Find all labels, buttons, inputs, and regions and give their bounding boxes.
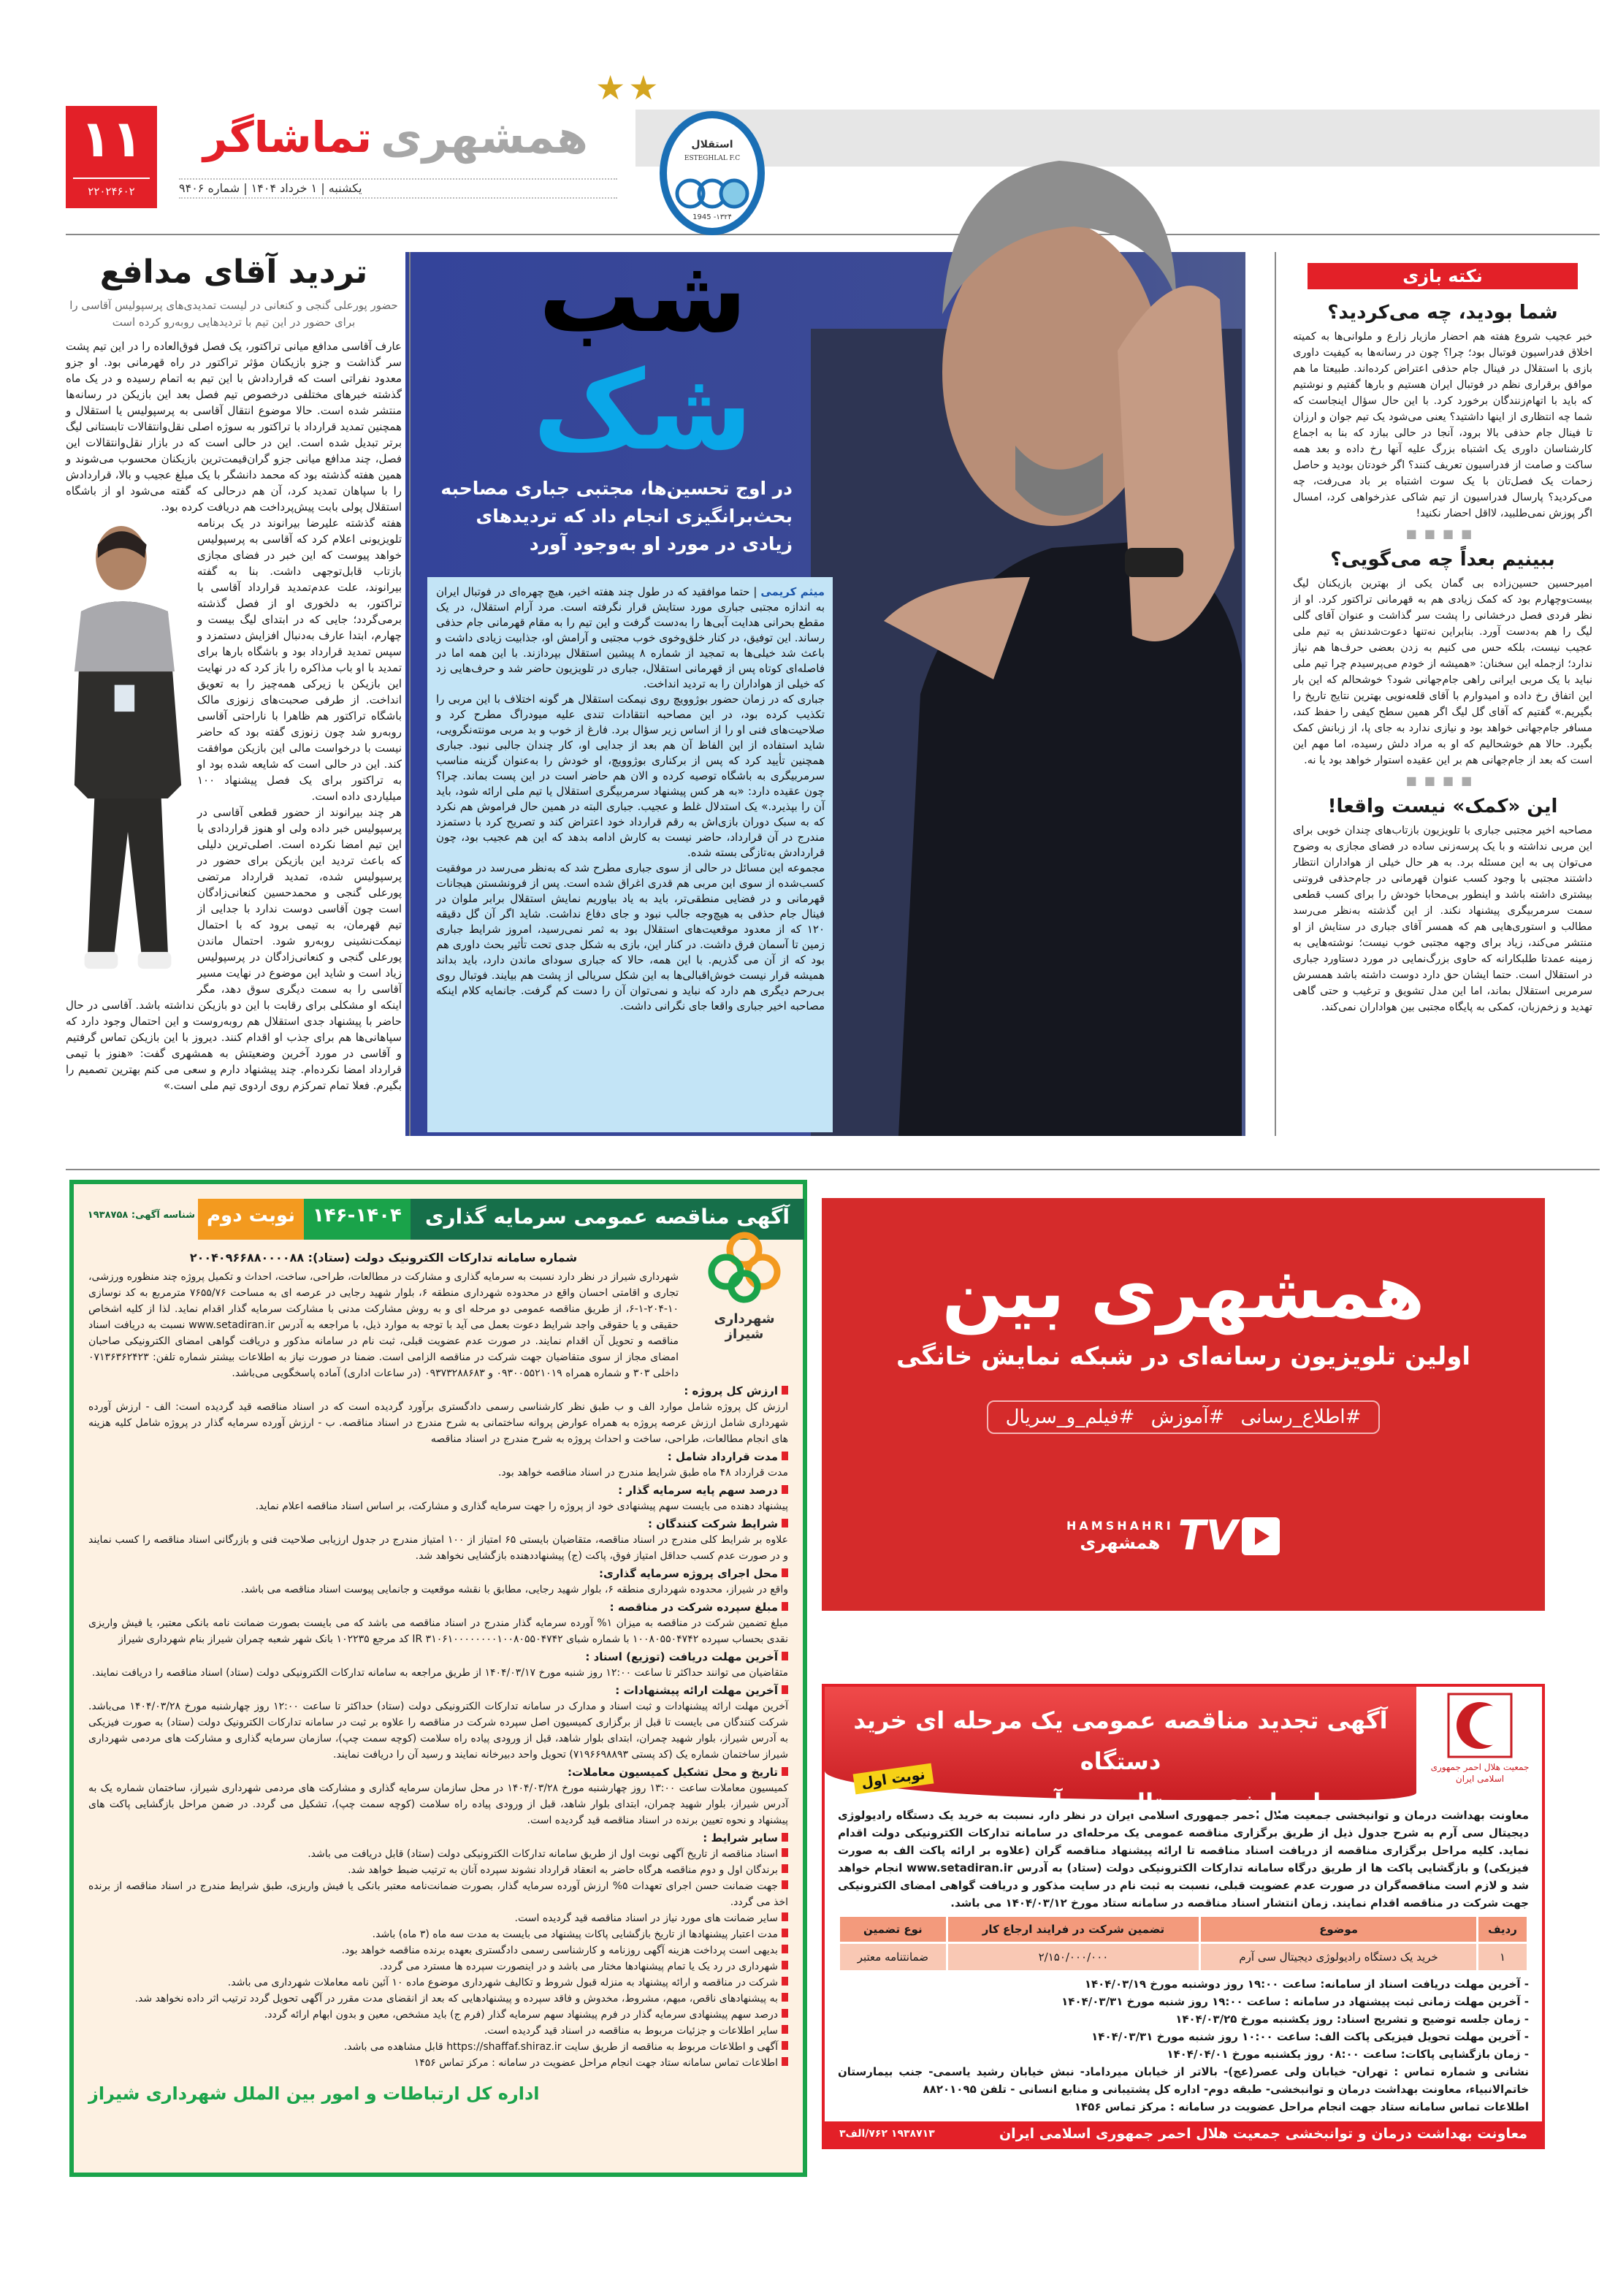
section-text: واقع در شیراز، محدوده شهرداری منطقه ۶، بلوار شهید رجایی، مطابق با نقشه موقعیت و جانمایی پیوست اسناد مناقصه می باشد. xyxy=(240,1584,788,1595)
paragraph: هفته گذشته علیرضا بیرانوند در یک برنامه تلویزیونی اعلام کرد که آقاسی به پرسپولیس خواهد پیوست که این خبر در فضای مجازی بازتاب قابل‌توجهی داشت. بنا به گفته بیرانوند، علت عدم‌تمدید قرارداد آقاسی با تراکتور، به دلخوری او از فصل گذشته برمی‌گردد؛ جایی که در ابتدای لیگ بیست و چهارم، ابتدا عارف به‌دنبال افزایش دستمزد و سپس تمدید قرارداد بود و باشگاه بارها برای تمدید با او باب مذاکره را باز کرد که در نهایت این بازیکن با زیرکی همه‌چیز را به تعویق انداخت. از طرفی صحبت‌های زنوزی مالک باشگاه تراکتور هم ظاهرا با ناراحتی آقاسی روبه‌رو شد چون زنوزی گفته بود که حاضر نیست با درخواست مالی این بازیکن موافقت کند. این در حالی است که شایعه شده بود او به تراکتور برای یک فصل پیشنهاد ۱۰۰ میلیاردی داده است. xyxy=(197,516,402,803)
left-article xyxy=(66,252,402,1137)
paragraph: حتما موافقید که در طول چند هفته اخیر، هیچ چهره‌ای در فوتبال ایران به اندازه مجتبی جباری مورد ستایش قرار نگرفته است. مرد آرام استقلال، در یک مقطع بحرانی هدایت آبی‌ها را به‌دست گرفت و این تیم را به مقام قهرمانی جام حذفی رساند. این توفیق، در کنار خلق‌وخوی خوب مجتبی و آرامش او، جذابیت زیادی داشت و باعث شد خیلی‌ها به تمجید از شماره ۸ پیشین استقلال بپردازند. با این همه اما در فاصله‌ای کوتاه پس از قهرمانی استقلال، جباری در تلویزیون حاضر شد و حرف‌هایی زد که خیلی از هواداران را به تردید انداخت. xyxy=(436,585,825,690)
dateline: یکشنبه | ۱ خرداد ۱۴۰۴ | شماره ۹۴۰۶ xyxy=(179,178,617,199)
page-number: ۱۱ xyxy=(80,109,143,169)
logo-fa: همشهری xyxy=(1080,1533,1161,1553)
condition-item: بدیهی است پرداخت هزینه آگهی روزنامه و کارشناسی رسمی دادگستری بعهده برنده مناقصه خواهد بود. xyxy=(88,1942,788,1959)
condition-item: جهت ضمانت حسن اجرای تعهدات ۵% ارزش آورده سرمایه گذار، بصورت ضمانت‌نامه معتبر بانکی یا فیش واریزی، طبق شرایط مندرج در اسناد مناقصه از برنده اخذ می گردد. xyxy=(88,1878,788,1910)
ad-footer xyxy=(825,2121,1542,2146)
logo-part-hamshahri: همشهری xyxy=(381,110,588,164)
section-heading: شرایط شرکت کنندگان : xyxy=(88,1516,788,1532)
newspaper-logo xyxy=(179,102,588,172)
red-crescent-logo xyxy=(1421,1693,1538,1785)
column-header: تضمین شرکت در فرایند ارجاع کار xyxy=(948,1917,1199,1942)
red-crescent-tender-ad xyxy=(822,1684,1545,2149)
table-cell: ضمانتنامه معتبر xyxy=(840,1944,946,1970)
section-text: متقاضیان می توانند حداکثر تا ساعت ۱۲:۰۰ روز شنبه مورخ ۱۴۰۴/۰۳/۱۷ از طریق مراجعه به سامانه تدارکات الکترونیکی دولت (ستاد) اسناد مناقصه را دریافت نمایند. xyxy=(91,1667,788,1679)
logo-text: شهرداری شیراز xyxy=(714,1311,775,1342)
logo-text: جمعیت هلال احمر جمهوری اسلامی ایران xyxy=(1430,1762,1530,1784)
left-article-subhead: حضور پورعلی گنجی و کنعانی در لیست تمدیدی‌های پرسپولیس آقاسی را برای حضور در این تیم با تردیدهایی روبه‌رو کرده است xyxy=(69,299,398,329)
column-header: ردیف xyxy=(1478,1917,1527,1942)
column-headline: ببینیم بعداً چه می‌گویی؟ xyxy=(1330,549,1555,571)
section-text: مبلغ تضمین شرکت در مناقصه به میزان ۱% آورده سرمایه گذار مندرج در اسناد مناقصه می باشد که می بایست بصورت ضمانت نامه بانکی معتبر، یا فیش واریزی نقدی بحساب سپرده ۱۰۰۸۰۵۵۰۴۷۴۲ با شماره شبای IR ۳۱۰۶۱۰۰۰۰۰۰۰۰۱۰۰۸۰۵۵۰۴۷۴۲ کد مرجع ۱۰۲۲۳۵ بانک شهر شعبه چمران شیراز بنام شهرداری شیراز xyxy=(88,1617,788,1645)
section-text: کمیسیون معاملات ساعت ۱۳:۰۰ روز چهارشنبه مورخ ۱۴۰۴/۰۳/۲۸ در محل سازمان سرمایه گذاری و مشارکت های مردمی شهرداری شیراز، ساختمان شماره یک به آدرس شیراز، بلوار شهید چمران، ابتدای بلوار شاهد، قبل از ورودی پیاده راه سلامت (کوچه سمت چپ)، تشکیل می گردد. در ضمن مراحل بازگشایی پاکت های پیشنهاد و نحوه تعیین برنده در اسناد مناقصه قید گردیده است. xyxy=(88,1782,788,1826)
ad-top xyxy=(825,1687,1542,1816)
table-cell: ۱ xyxy=(1478,1944,1527,1970)
deadline: - آخرین مهلت زمانی ثبت پیشنهاد در سامانه : ساعت ۱۹:۰۰ روز شنبه مورخ ۱۴۰۴/۰۳/۳۱ xyxy=(1061,1995,1529,2008)
logo-tv: TV xyxy=(1177,1512,1238,1560)
section-tag: نکته بازی xyxy=(1308,263,1578,289)
article-deck: در اوج تحسین‌ها، مجتبی جباری مصاحبه بحث‌برانگیزی انجام داد که تردیدهای زیادی در مورد او به‌وجود آورد xyxy=(440,478,793,554)
section-text: مدت قرارداد ۴۸ ماه طبق شرایط مندرج در اسناد مناقصه خواهد بود. xyxy=(498,1467,788,1479)
section-text: آخرین مهلت ارائه پیشنهادات و ثبت اسناد و مدارک در سامانه تدارکات الکترونیکی دولت (ستاد) حداکثر تا ساعت ۱۲:۰۰ روز چهارشنبه مورخ ۱۴۰۴/۰۳/۲۸ می‌باشد. شرکت کنندگان می بایست تا قبل از برگزاری کمیسیون اصل سپرده شرکت در مناقصه را علاوه بر ثبت در سامانه تدارکات الکترونیک دولت (ستاد) به صورت فیزیکی به آدرس شیراز، بلوار شهید چمران، ابتدای بلوار شاهد، قبل از ورودی پیاده راه سلامت (کوچه سمت چپ)، سازمان سرمایه گذاری و مشارکت های مردمی شهرداری شیراز ساختمان شماره یک (کد پستی ۷۱۹۶۶۹۸۸۹۳) تحویل واحد دبیرخانه نمایند و رسید آن را دریافت نمایند. xyxy=(88,1701,788,1761)
section-heading: ارزش کل پروژه : xyxy=(88,1383,788,1399)
ad-body xyxy=(825,1802,1542,2121)
condition-item: اسناد مناقصه از تاریخ آگهی نوبت اول از طریق سامانه تدارکات الکترونیکی دولت (ستاد) قابل دریافت می باشد. xyxy=(88,1846,788,1862)
tv-ad-hashtags: #اطلاع_رسانی #آموزش #فیلم_و_سریال xyxy=(987,1400,1381,1434)
ad-turn-badge: نوبت اول xyxy=(853,1763,934,1795)
deadline: - زمان جلسه توضیح و تشریح اسناد: روز یکشنبه مورخ ۱۴۰۴/۰۳/۲۵ xyxy=(1175,2013,1529,2026)
crest-name-fa: استقلال xyxy=(691,139,733,150)
paragraph: هر چند بیرانوند از حضور قطعی آقاسی در پرسپولیس خبر داده ولی او هنوز قراردادی با این تیم امضا نکرده است. اصلی‌ترین دلیلی که باعث تردید این بازیکن برای حضور در پرسپولیس شده، تمدید قرارداد مرتضی پورعلی گنجی و محمدحسین کنعانی‌زادگان است چون آقاسی دوست ندارد با جدایی از تیم قهرمان، به تیمی برود که با احتمال نیمکت‌نشینی روبه‌رو شود. احتمال ماندن پورعلی گنجی و کنعانی‌زادگان در پرسپولیس زیاد است و شاید این موضوع در نهایت مسیر آقاسی را به سمت دیگری سوق دهد، مگر اینکه او مشکلی برای رقابت با این دو بازیکن نداشته باشد. آقاسی در حال حاضر با پیشنهاد جدی استقلال هم روبه‌روست و این احتمال وجود دارد که سپاهانی‌ها هم برای جذب او اقدام کنند. دیروز با این بازیکن تماس گرفتیم و آقاسی در مورد آخرین وضعیتش به همشهری گفت: «هنوز با تیمی قرارداد امضا نکرده‌ام. چند پیشنهاد دارم و سعی می کنم بهترین تصمیم را بگیرم. فعلا تمام تمرکزم روی اردوی تیم ملی است.» xyxy=(66,806,402,1092)
paragraph: مجموعه این مسائل در حالی از سوی جباری مطرح شد که به‌نظر می‌رسد در موفقیت کسب‌شده از سوی این مربی هم قدری اغراق شده است. پس از فرونشستن هیجانات قهرمانی و در فضایی منطقی‌تر، باید به یاد بیاوریم نمایش استقلال برابر ملوان در فینال جام حذفی به هیچ‌وجه جالب نبود و جای دفاع نداشت. شاید اگر آن گل دقیقه ۱۲۰ که از معدود موقعیت‌های استقلال بود به ثمر نمی‌رسید، امروز شرایط جباری زمین تا آسمان فرق داشت. در کنار این، بازی به شکل جدی تحت تأثیر بحث داوری هم بود که از آن می گذریم. با این همه، حالا که جباری سودای ماندن دارد، باید بداند همیشه قرار نیست خوش‌اقبالی‌ها به این شکل سریالی از پشت هم بیایند. فوتبال روی بی‌رحم دیگری هم دارد که نباید و نمی‌توان آن را دست کم گرفت. جانمایه کلام اینکه مصاحبه اخیر جباری واقعا جای نگرانی داشت. xyxy=(436,861,825,1012)
ad-title: آگهی مناقصه عمومی سرمایه گذاری xyxy=(411,1199,804,1240)
column-header: موضوع xyxy=(1201,1917,1476,1942)
ad-body xyxy=(88,1250,788,2106)
page-number-box xyxy=(66,106,157,208)
table-row xyxy=(840,1944,1527,1970)
condition-item: شهرداری در رد یک یا تمام پیشنهادها مختار می باشد و در اینصورت سپرده ها مسترد می گردد. xyxy=(88,1959,788,1975)
ad-title-line1: آگهی تجدید مناقصه عمومی یک مرحله ای خرید دستگاه xyxy=(853,1706,1388,1775)
logo-en: HAMSHAHRI xyxy=(1066,1519,1174,1533)
tender-table xyxy=(838,1915,1529,1972)
setad-contact: اطلاعات تماس سامانه ستاد جهت انجام مراحل عضویت در سامانه : مرکز تماس ۱۴۵۶ xyxy=(1074,2100,1529,2113)
condition-item: شرکت در مناقصه و ارائه پیشنهاد به منزله قبول شروط و تکالیف شهرداری موضوع ماده ۱۰ آئین نامه معاملات شهرداری می باشد. xyxy=(88,1975,788,1991)
star-icon: ★★ xyxy=(595,68,662,107)
deadline: - آخرین مهلت دریافت اسناد از سامانه: ساعت ۱۹:۰۰ روز دوشنبه مورخ ۱۴۰۴/۰۳/۱۹ xyxy=(1084,1977,1529,1991)
contact-address: نشانی و شماره تماس : تهران- خیابان ولی عصر(عج)- بالاتر از خیابان میرداماد- نبش خیابان رشید یاسمی- جنب بیمارستان خاتم‌الانبیاء، معاونت بهداشت درمان و توانبخشی- طبقه دوم- اداره کل پشتیبانی و منابع انسانی - تلفن ۸۸۲۰۱۰۹۵ xyxy=(838,2065,1529,2096)
deadline: - زمان بازگشایی پاکات: ساعت ۰۸:۰۰ روز یکشنبه مورخ ۱۴۰۴/۰۴/۰۱ xyxy=(1167,2048,1529,2061)
phone-number: ۲۲۰۲۴۶۰۲ xyxy=(73,178,150,198)
condition-item: برندگان اول و دوم مناقصه هرگاه حاضر به انعقاد قرارداد نشوند سپرده آنان به ترتیب ضبط خواهد شد. xyxy=(88,1862,788,1878)
right-column xyxy=(1293,263,1592,1015)
crest-year: 1945 -۱۳۲۴ xyxy=(692,213,732,221)
ad-id: شناسه آگهی: ۱۹۳۸۷۵۸ xyxy=(87,1210,195,1221)
section-text: علاوه بر شرایط کلی مندرج در اسناد مناقصه، متقاضیان بایستی ۶۵ امتیاز از ۱۰۰ امتیاز مندرج در جدول ارزیابی صلاحیت فنی و بازرگانی اسناد مناقصه را کسب نمایند و در صورت عدم کسب حداقل امتیاز فوق، پاکت (ج) پیشنهاددهنده بازگشایی نخواهد شد. xyxy=(88,1534,789,1562)
column-body: امیرحسین حسین‌زاده بی گمان یکی از بهترین بازیکنان لیگ بیست‌وچهارم بود که کمک زیادی هم به قهرمانی تراکتور کرد. او از نظر فردی فصل درخشانی را پشت سر گذاشت و عنوان آقای گلی لیگ را هم به‌دست آورد. بنابراین نه‌تنها دعوت‌شدنش به تیم ملی عجیب نیست، بلکه حس می کنیم به زدن بعضی حرف‌ها هم نیاز ندارد؛ ازجمله این سخنان: «همیشه از خودم می‌پرسیدم چرا تیم ملی نباید با یک مربی ایرانی راهی جام‌جهانی شود؟ خوشحالم که این بار این اتفاق رخ داده و امیدوارم با آقای قلعه‌نویی بهترین نتایج تاریخ را بگیریم.» گفتیم که آقای گل لیگ اگر همین سطح کیفی را حفظ کند، مسافر جام‌جهانی خواهد بود و نیازی ندارد به جای پا، از زبانش کمک بگیرد. حالا هم خوشحالیم که او به مراد دلش رسیده، اما مهم این است که بعد از جام‌جهانی هم بر این عقیده استوار خواهد بود یا نه. xyxy=(1293,578,1592,766)
ad-turn: نوبت دوم xyxy=(198,1199,304,1240)
condition-item: اطلاعات تماس سامانه ستاد جهت انجام مراحل عضویت در سامانه : مرکز تماس ۱۴۵۶ xyxy=(88,2055,788,2071)
table-cell: ۲/۱۵۰/۰۰۰/۰۰۰ xyxy=(948,1944,1199,1970)
condition-item: مدت اعتبار پیشنهادها از تاریخ بازگشایی پاکات پیشنهاد می بایست به مدت سه ماه (۳ ماه) باشد. xyxy=(88,1926,788,1942)
section-heading: آخرین مهلت دریافت (توزیع) اسناد : xyxy=(88,1649,788,1665)
section-heading: آخرین مهلت ارائه پیشنهادات : xyxy=(88,1682,788,1698)
logo-part-tamashagar: تماشاگر xyxy=(202,112,373,162)
section-text: پیشنهاد دهنده می بایست سهم پیشنهادی خود از پروژه را جهت سرمایه گذاری و مشارکت، بر اساس اسناد مناقصه اعلام نماید. xyxy=(255,1500,788,1512)
ad-intro: معاونت بهداشت درمان و توانبخشی جمعیت هلال احمر جمهوری اسلامی ایران در نظر دارد نسبت به خرید یک دستگاه رادیولوژی دیجیتال سی آرم به شرح جدول ذیل از طریق برگزاری مناقصه عمومی یک مرحله‌ای در سامانه تدارکات الکترونیکی دولت اقدام نماید. کلیه مراحل برگزاری مناقصه از دریافت اسناد مناقصه تا ارائه پیشنهاد مناقصه گران (علاوه بر ارائه پاکت الف به صورت فیزیکی) و بازگشایی پاکت ها از طریق درگاه سامانه تدارکات الکترونیکی دولت (ستاد) به آدرس www.setadiran.ir انجام خواهد شد و لازم است مناقصه‌گران در صورت عدم عضویت قبلی، نسبت به ثبت نام در سایت مذکور و دریافت گواهی امضای الکترونیکی جهت شرکت در مناقصه اقدام نمایند. زمان انتشار اسناد مناقصه در سامانه ستاد مورخ ۱۴۰۴/۰۳/۱۲ می باشد. xyxy=(838,1809,1530,1910)
condition-item: سایر ضمانت های مورد نیاز در اسناد مناقصه قید گردیده است. xyxy=(88,1910,788,1926)
paragraph: عارف آقاسی مدافع میانی تراکتور، یک فصل فوق‌العاده را در این تیم پشت سر گذاشت و جزو بازیکنان مؤثر تراکتور در راه قهرمانی بود. او جزو معدود نفراتی است که قراردادش با این تیم به اتمام رسیده و در یک ماه گذشته خبرهای مختلفی درخصوص تیم فصل بعد این بازیکن در رسانه‌ها منتشر شده است. حالا موضوع انتقال آقاسی به پرسپولیس یا استقلال و همچنین تمدید قرارداد با تراکتور به سوژه اصلی نقل‌وانتقالات تابستانی لیگ برتر تبدیل شده است. این در حالی است که در بازار نقل‌وانتقالات این فصل، چند مدافع میانی جزو گران‌قیمت‌ترین بازیکنان محسوب می‌شوند و همین هفته گذشته بود که محمد دانشگر با یک مبلغ عجیب و بالا، قراردادش را با سپاهان تمدید کرد، آن هم درحالی که گفته می‌شود او از باشگاه استقلال پولی بابت پیش‌پرداخت هم دریافت کرده بود. xyxy=(66,340,402,514)
ad-title-line2: رادیولوژی دیجیتال سی آرم xyxy=(1023,1788,1335,1816)
column-body: مصاحبه اخیر مجتبی جباری با تلویزیون بازتاب‌های چندان خوبی برای این مربی نداشته و با یک پرسه‌زنی ساده در فضای مجازی به وضوح می‌توان پی به این مسئله برد. به هر حال خیلی از هواداران انتظار داشتند مجتبی با وجود کسب عنوان قهرمانی در جام‌حذفی فروتنی بیشتری داشته باشد و اینطور بی‌محابا خودش را برای کسب قطعی سمت سرمربیگری پیشنهاد نکند. از این گذشته به‌نظر می‌رسد مطالب و استوری‌هایی هم که همسر آقای جباری در ستایش از او منتشر می‌کند، زیاد برای وجهه مجتبی خوب نیست؛ نوشته‌هایی به زمینه عمدتا طلبکارانه که حاوی بزرگ‌نمایی در مورد دستاورد جباری در استقلال است. حتما ایشان حق دارد دوست داشته باشد همسرش سرمربی استقلال بماند، اما این مدل تشویق و ترغیب و حتی گاهی تهدید و زخم‌زبان، کمکی به پایگاه مجتبی بین هواداران نمی‌کند. xyxy=(1293,825,1592,1013)
left-article-headline: تردید آقای مدافع xyxy=(99,253,368,291)
flower-logo-icon xyxy=(693,1228,795,1308)
setad-number: شماره سامانه تدارکات الکترونیک دولت (ستاد): ۲۰۰۴۰۹۶۶۸۸۰۰۰۰۸۸ xyxy=(189,1251,578,1265)
divider xyxy=(66,1169,1600,1170)
separator-dots: ■■■■ xyxy=(1405,527,1480,541)
column-body: خبر عجیب شروع هفته هم احضار مازیار زارع و ملوانی‌ها به کمیته اخلاق فدراسیون فوتبال بود؛ چرا؟ چون در رسانه‌ها به کیفیت داوری بازی با استقلال در فینال جام حذفی اعتراض کرده‌اند. طبیعتا ما هم موافق برقراری نظم در فوتبال ایران هستیم و بارها گفتیم و نوشتیم که باید با اتهام‌زنندگان برخورد کرد. با این حال سؤال اینجاست که شما چه انتظاری از اینها داشتید؟ یعنی می‌شود یک تیم جوان و ارزان تا فینال جام حذفی بالا برود، آنجا در حالی ببازد که بنا به اجماع کارشناسان داوری یک اشتباه بزرگ علیه آنها رخ داده و بعد همه ساکت و صامت از فدراسیون تعریف کنند؟ اگر خودتان بودید و حاصل زحمات یک فصل‌تان با یک سوت اشتباه بر باد می‌رفت، چه می‌کردید؟ پارسال فدراسیون از تیم شاکی عذرخواهی کرد، امسال اگر پوزش نمی‌طلبید، لااقل احضار نکنید! xyxy=(1293,331,1592,519)
shiraz-tender-ad xyxy=(69,1180,807,2177)
footer-code: ۱۹۳۸۷۱۳ ۷۶۲/الف۳ xyxy=(839,2128,935,2140)
deadline: - آخرین مهلت تحویل فیزیکی پاکت الف: ساعت ۱۰:۰۰ روز شنبه مورخ ۱۴۰۴/۰۳/۳۱ xyxy=(1091,2030,1529,2043)
player-photo xyxy=(66,518,190,985)
column-headline: این «کمک» نیست واقعا! xyxy=(1327,796,1558,817)
tv-ad-subtitle: اولین تلویزیون رسانه‌ای در شبکه نمایش خانگی xyxy=(896,1342,1471,1371)
headline-word-shak: شک xyxy=(533,348,753,475)
ad-number: ۱۴۶-۱۴۰۴ xyxy=(304,1199,411,1240)
section-heading: تاریخ و محل تشکیل کمیسیون معاملات: xyxy=(88,1764,788,1780)
condition-item: درصد سهم پیشنهادی سرمایه گذار در فرم پیشنهاد سهم سرمایه گذار (فرم ج) باید مشخص، معین و بدون ابهام ارائه گردد. xyxy=(88,2007,788,2023)
tv-ad-title: همشهری بین xyxy=(942,1249,1425,1335)
condition-item: آگهی و اطلاعات مربوط به مناقصه از طریق سایت https://shaffaf.shiraz.ir قابل مشاهده می باشد. xyxy=(88,2039,788,2055)
section-heading: محل اجرای پروژه سرمایه گذاری: xyxy=(88,1565,788,1582)
ad-conditions xyxy=(88,1846,788,2071)
section-text: ارزش کل پروژه شامل موارد الف و ب طبق نظر کارشناسی رسمی دادگستری برآورد گردیده است که در اسناد مناقصه قید گردیده است: الف - ارزش آورده شهرداری شامل ارزش عرصه پروژه به همراه عوارض پروانه ساختمانی به شرح مندرج در اسناد مناقصه. ب - ارزش آورده سرمایه گذار در پروژه شامل کلیه هزینه های انجام مطالعات، طراحی، ساخت و احداث پروژه به شرح مندرج در اسناد مناقصه xyxy=(88,1401,788,1445)
ad-signature: اداره کل ارتباطات و امور بین الملل شهرداری شیراز xyxy=(88,2083,540,2104)
condition-item: سایر اطلاعات و جزئیات مربوط به مناقصه در اسناد قید گردیده است. xyxy=(88,2023,788,2039)
ad-sections xyxy=(88,1383,788,1846)
esteghlal-crest xyxy=(657,110,767,237)
section-heading: مدت قرارداد شامل : xyxy=(88,1449,788,1465)
paragraph: جباری که در زمان حضور بوژوویچ روی نیمکت استقلال هر گونه اختلاف با این مربی را تکذیب کرده بود، در این مصاحبه انتقادات تندی علیه میودراگ مطرح کرد و صلاحیت‌های فنی او را از اساس زیر سؤال برد. فارغ از خوب و بد مربی مونته‌نگرویی، شاید استفاده از این الفاظ آن هم بعد از جدایی او، کار چندان جالبی نبود. جباری همچنین تأیید کرد که پس از برکناری بوژوویچ، او خودش را به‌عنوان گزینه مناسب سرمربیگری به باشگاه توصیه کرده و الان هم حاضر است در این پست بماند. چرا؟ چون عقیده دارد: «به هر کس پیشنهاد سرمربیگری استقلال یا تیم ملی ارائه شود، باید آن را بپذیرد.» یک استدلال غلط و عجیب. جباری البته در همین حال فراموش هم نکرد که به سبک دوران بازی‌اش به رقم قرارداد خود اعتراض کند و تصریح کرد با دستمزد مندرج در آن قرارداد، حاضر نیست به کارش ادامه بدهد که این هم عجیب بود، چون قراردادش به‌تازگی بسته شده. xyxy=(436,693,825,859)
column-divider xyxy=(409,252,411,1136)
crest-name-en: ESTEGHLAL F.C xyxy=(684,155,741,162)
section-heading: درصد سهم پایه سرمایه گذار : xyxy=(88,1482,788,1498)
section-heading: سایر شرایط : xyxy=(88,1830,788,1846)
headline-word-shab: شب xyxy=(538,237,747,356)
column-headline: شما بودید، چه می‌کردید؟ xyxy=(1327,302,1558,324)
hamshahri-tv-logo xyxy=(1066,1512,1280,1560)
condition-item: به پیشنهادهای ناقص، مبهم، مشروط، مخدوش و فاقد سپرده و پیشنهادهایی که بعد از انقضای مدت مقرر در آگهی تحویل گردد ترتیب اثر داده نخواهد شد. xyxy=(88,1991,788,2007)
separator-dots: ■■■■ xyxy=(1405,774,1480,787)
section-heading: مبلغ سپرده شرکت در مناقصه : xyxy=(88,1599,788,1615)
hamshahri-tv-ad xyxy=(822,1198,1545,1611)
crescent-icon xyxy=(1447,1693,1513,1758)
byline: میثم کریمی xyxy=(760,585,825,598)
main-article-body: میثم کریمی | حتما موافقید که در طول چند هفته اخیر، هیچ چهره‌ای در فوتبال ایران به اندازه مجتبی جباری مورد ستایش قرار نگرفته است. مرد آرام استقلال، در یک مقطع بحرانی هدایت آبی‌ها را به‌دست گرفت و این تیم را به مقام قهرمانی جام حذفی رساند. این توفیق، در کنار خلق‌وخوی خوب مجتبی و آرامش او، جذابیت زیادی داشت و باعث شد خیلی‌ها به تمجید از شماره ۸ پیشین استقلال بپردازند. با این همه اما در فاصله‌ای کوتاه پس از قهرمانی استقلال، جباری در تلویزیون حاضر شد و حرف‌هایی زد که خیلی از هواداران را به تردید انداخت. جباری که در زمان حضور بوژوویچ روی نیمکت استقلال هر گونه اختلاف با این مربی را تکذیب کرده بود، در این مصاحبه انتقادات تندی علیه میودراگ مطرح کرد و صلاحیت‌های فنی او را از اساس زیر سؤال برد. فارغ از خوب و بد مربی مونته‌نگرویی، شاید استفاده از این الفاظ آن هم بعد از جدایی او، کار چندان جالبی نبود. جباری همچنین تأیید کرد که پس از برکناری بوژوویچ، او خودش را به‌عنوان گزینه مناسب سرمربیگری به باشگاه توصیه کرده و الان هم حاضر است در این پست بماند. چرا؟ چون عقیده دارد: «به هر کس پیشنهاد سرمربیگری استقلال یا تیم ملی ارائه شود، باید آن را بپذیرد.» یک استدلال غلط و عجیب. جباری البته در همین حال فراموش هم نکرد که به سبک دوران بازی‌اش به رقم قرارداد خود اعتراض کند و تصریح کرد با دستمزد مندرج در آن قرارداد، حاضر نیست به کارش ادامه بدهد که این هم عجیب بود، چون قراردادش به‌تازگی بسته شده. مجموعه این مسائل در حالی از سوی جباری مطرح شد که به‌نظر می‌رسد در موفقیت کسب‌شده از سوی این مربی هم قدری اغراق شده است. پس از فرونشستن هیجانات قهرمانی و در فضایی منطقی‌تر، باید به یاد بیاوریم نمایش استقلال برابر ملوان در فینال جام حذفی به هیچ‌وجه جالب نبود و جای دفاع نداشت. شاید اگر آن گل دقیقه ۱۲۰ که از معدود موقعیت‌های استقلال بود به ثمر نمی‌رسید، امروز شرایط جباری زمین تا آسمان فرق داشت. در کنار این، بازی به شکل جدی تحت تأثیر بحث داوری هم بود که از آن می گذریم. با این همه، حالا که جباری سودای ماندن دارد، باید بداند همیشه قرار نیست خوش‌اقبالی‌ها به این شکل سریالی از پشت هم بیایند. فوتبال روی بی‌رحم دیگری هم دارد که نباید و نمی‌توان آن را دست کم گرفت. جانمایه کلام اینکه مصاحبه اخیر جباری واقعا جای نگرانی داشت. xyxy=(436,585,825,1012)
column-header: نوع تضمین xyxy=(840,1917,946,1942)
table-cell: خرید یک دستگاه رادیولوژی دیجیتال سی آرم xyxy=(1201,1944,1476,1970)
ad-intro: شهرداری شیراز در نظر دارد نسبت به سرمایه گذاری و مشارکت در مطالعات، طراحی، ساخت، احداث و تکمیل پروژه چند منظوره ورزشی، تجاری و اقامتی احسان واقع در محدوده شهرداری منطقه ۶، بلوار شهید رجایی در عرصه ای به مساحت ۷۶۵۵/۷۶ مترمربع به کد نوسازی ۱۰-۲۰۴-۱-۶، از طریق مناقصه عمومی دو مرحله ای و به روش مشارکت مدنی با مشارکت سرمایه گذار اقدام نماید. لذا از کلیه اشخاص حقیقی و یا حقوقی واجد شرایط دعوت بعمل می آید با توجه به موارد ذیل، با مراجعه به آدرس www.setadiran.ir نسبت به دریافت اسناد مناقصه و تحویل آن اقدام نمایند. در صورت عدم عضویت قبلی، ثبت نام در سامانه مذکور و دریافت گواهی امضای الکترونیکی صاحبان امضای مجاز از سوی متقاضیان جهت شرکت در مناقصه الزامی است. ضمنا در صورت نیاز به اطلاعات بیشتر شماره تلفن: ۰۷۱۳۶۳۶۲۴۲۳ داخلی ۳۰۳ و شماره همراه ۰۹۳۰۰۵۵۲۱۰۱۹ و ۰۹۳۷۳۲۸۸۶۸۳ (در ساعات اداری) آماده پاسخگویی می‌باشد. xyxy=(88,1271,679,1379)
shiraz-municipality-logo xyxy=(693,1228,795,1342)
column-divider xyxy=(1275,252,1276,1136)
footer-text: معاونت بهداشت درمان و توانبخشی جمعیت هلال احمر جمهوری اسلامی ایران xyxy=(999,2126,1527,2142)
play-icon xyxy=(1242,1517,1280,1555)
